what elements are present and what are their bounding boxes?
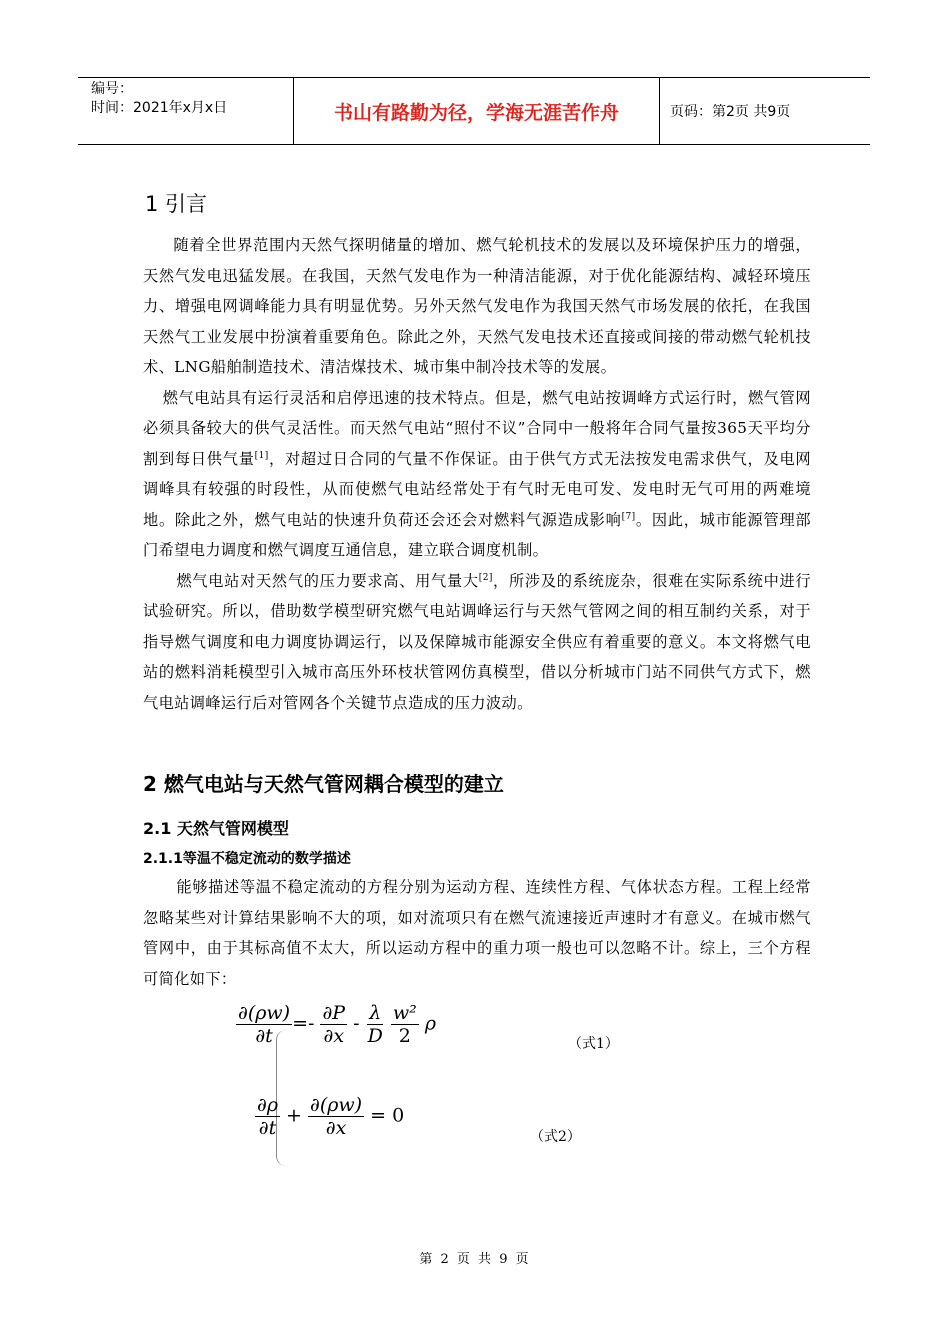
section-1-body — [143, 230, 811, 718]
section-2-1-title: 2.1 天然气管网模型 — [143, 819, 289, 838]
paragraph-1: 随着全世界范围内天然气探明储量的增加、燃气轮机技术的发展以及环境保护压力的增强，天然气发电迅猛发展。在我国，天然气发电作为一种清洁能源，对于优化能源结构、减轻环境压力、增强电网调峰能力具有明显优势。另外天然气发电作为我国天然气市场发展的依托，在我国天然气工业发展中扮演着重要角色。除此之外，天然气发电技术还直接或间接的带动燃气轮机技术、LNG船舶制造技术、清洁煤技术、城市集中制冷技术等的发展。 — [143, 236, 811, 376]
page-footer: 第 2 页 共 9 页 — [419, 1252, 531, 1267]
page-header — [78, 77, 870, 145]
equation-1: $\frac{\partial(\rho w)}{\partial t}$ =- $\frac{\partial P}{\partial x}$ - $\frac{\lambda}{D}$ $\frac{\text{w²}}{2}$ ρ — [238, 1002, 436, 1047]
equation-1-label: （式1） — [568, 1036, 619, 1052]
citation-2: [2] — [478, 572, 493, 583]
paragraph-2: 燃气电站具有运行灵活和启停迅速的技术特点。但是，燃气电站按调峰方式运行时，燃气管网必须具备较大的供气灵活性。而天然气电站“照付不议”合同中一般将年合同气量按365天平均分割到每日供气量[1]，对超过日合同的气量不作保证。由于供气方式无法按发电需求供气，及电网调峰具有较强的时段性，从而使燃气电站经常处于有气时无电可发、发电时无气可用的两难境地。除此之外，燃气电站的快速升负荷还会还会对燃料气源造成影响[7]。因此，城市能源管理部门希望电力调度和燃气调度互通信息，建立联合调度机制。 — [143, 388, 812, 559]
doc-time-label: 时间：2021年x月x日 — [91, 100, 228, 116]
equation-2-label: （式2） — [530, 1129, 581, 1145]
citation-7: [7] — [621, 511, 636, 522]
section-2-1-1-title: 2.1.1等温不稳定流动的数学描述 — [143, 851, 351, 867]
equation-2: $\frac{\partial\rho}{\partial t}$ + $\frac{\partial(\rho w)}{\partial x}$ = 0 — [257, 1094, 405, 1139]
header-motto: 书山有路勤为径，学海无涯苦作舟 — [293, 78, 660, 144]
header-page-label: 页码：第2页 共9页 — [670, 104, 791, 120]
citation-1: [1] — [254, 450, 269, 461]
section-2-1-1-body — [143, 872, 811, 994]
section-2-title: 2 燃气电站与天然气管网耦合模型的建立 — [143, 772, 504, 796]
section-1-title: 1 引言 — [145, 192, 208, 216]
doc-number-label: 编号： — [91, 81, 133, 97]
paragraph-4: 能够描述等温不稳定流动的方程分别为运动方程、连续性方程、气体状态方程。工程上经常忽略某些对计算结果影响不大的项，如对流项只有在燃气流速接近声速时才有意义。在城市燃气管网中，由于其标高值不太大，所以运动方程中的重力项一般也可以忽略不计。综上，三个方程可简化如下： — [143, 878, 811, 988]
header-meta — [78, 78, 293, 144]
paragraph-3: 燃气电站对天然气的压力要求高、用气量大[2]，所涉及的系统庞杂，很难在实际系统中进行试验研究。所以，借助数学模型研究燃气电站调峰运行与天然气管网之间的相互制约关系，对于指导燃气调度和电力调度协调运行，以及保障城市能源安全供应有着重要的意义。本文将燃气电站的燃料消耗模型引入城市高压外环枝状管网仿真模型，借以分析城市门站不同供气方式下，燃气电站调峰运行后对管网各个关键节点造成的压力波动。 — [143, 571, 811, 712]
